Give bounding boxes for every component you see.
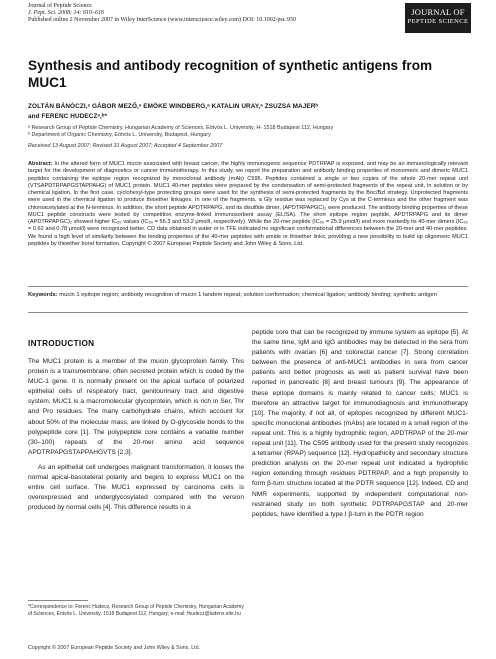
keywords-label: Keywords:	[28, 292, 58, 298]
right-column	[252, 328, 468, 520]
authors-line-2: and FERENC HUDECZᵃ,ᵇ*	[28, 112, 108, 120]
citation: J. Pept. Sci. 2008; 14: 610–616	[28, 10, 104, 17]
publication-info: Published online 2 November 2007 in Wiley InterScience (www.interscience.wiley.com) DOI: 10.1002/psc.950	[28, 17, 296, 24]
article-title: Synthesis and antibody recognition of synthetic antigens from MUC1	[28, 58, 433, 90]
left-column	[28, 357, 244, 513]
author-list	[28, 102, 468, 121]
logo-line-1: JOURNAL OF	[411, 7, 465, 17]
abstract-text: In the altered form of MUC1 mucin associated with breast cancer, the highly immunogenic sequence PDTRPAP is exposed, and may be an immunologically relevant target for the development of diagnostics or cancer immunotherapy. In this study, we report the preparation and antibody binding properties of monomeric and dimeric MUC1 peptides containing the epitope region recognized by monoclonal antibody (mAb) C595. Peptides contained a single or two copies of the whole 20-mer repeat unit (VTSAPDTRPAPGSTAPPAHG) of MUC1 protein. MUC1 40-mer peptides were prepared by the condensation of semi-protected fragments of the repeat unit, in solution or by chemical ligation. In the first case, cyclohexyl-type protecting groups were used for the synthesis of semi-protected fragments by the Boc/Bzl strategy. Unprotected fragments were used in the chemical ligation to produce thioether linkages. In one of the fragments, a Gly residue was replaced by Cys at the C-terminus and the other fragment was chloroacetylated at the N-terminus. In addition, the short peptide APDTRPAPG, and its disulfide dimer, (APDTRPAPGC)₂ were produced. The antibody binding properties of these MUC1 peptide constructs were tested by competition enzyme-linked immunosorbent assay (ELISA). The short epitope region peptide, APDTRPAPG and its dimer (APDTRPAPGC)₂ showed higher IC₅₀ values (IC₅₀ = 56.3 and 53.2 μmol/l, respectively). While the 20-mer peptide (IC₅₀ = 25.9 μmol/l) and more markedly its 40-mer dimers (IC₅₀ = 0.62 and 0.78 μmol/l) were recognized better. CD data obtained in water or in TFE indicated no significant conformational differences between the 20-mer and 40-mer peptides. We found a high level of similarity between the binding properties of the 40-mer peptides with amide or thioether links, providing a new possibility to build up oligomeric MUC1 peptides by thioether bond formation. Copyright © 2007 European Peptide Society and John Wiley & Sons, Ltd.	[28, 161, 468, 247]
abstract	[28, 161, 468, 248]
copyright-footer: Copyright © 2007 European Peptide Society and John Wiley & Sons, Ltd.	[28, 645, 201, 651]
article-dates: Received 13 August 2007; Revised 31 August 2007; Accepted 4 September 2007	[28, 143, 223, 149]
abstract-label: Abstract:	[28, 161, 53, 167]
authors-line-1: ZOLTÁN BÁNÓCZI,ᵃ GÁBOR MEZŐ,ᵃ EMÖKE WINDBERG,ᵃ KATALIN URAY,ᵃ ZSUZSA MAJERᵇ	[28, 103, 319, 110]
journal-header	[28, 3, 296, 25]
section-heading: INTRODUCTION	[28, 339, 95, 348]
logo-line-2: PEPTIDE SCIENCE	[407, 18, 469, 25]
affiliation-a: ᵃ Research Group of Peptide Chemistry, Hungarian Academy of Sciences, Eötvös L. University, H- 1518 Budapest 112, Hungary	[28, 125, 334, 131]
footnote-rule	[28, 600, 88, 601]
journal-logo	[405, 3, 471, 33]
intro-paragraph-1: The MUC1 protein is a member of the mucin glycoprotein family. This protein is a transmembrane, often secreted protein which is coded by the MUC-1 gene. It is normally present on the apical surface of polarized epithelial cells of respiratory tract, genitourinary tract and digestive system. MUC1 is a macromolecular glycoprotein, which is rich in Ser, Thr and Pro residues. The many carbohydrate chains, which account for about 50% of the molecular mass, are linked by O-glycoside bonds to the polypeptide core [1]. The polypeptide core contains a variable number (30–100) repeats of the 20-mer amino acid sequence APDTRPAPGSTAPPAHGVTS [2,3].	[28, 358, 244, 456]
affiliations	[28, 125, 468, 140]
keywords	[28, 292, 468, 300]
intro-paragraph-2: As an epithelial cell undergoes malignant transformation, it looses the normal apical-basolateral polarity and begins to express MUC1 on the entire cell surface. The MUC1 expressed by carcinoma cells is overexpressed and underglycosylated compared with the version produced by normal cells [4]. This difference results in a	[28, 463, 244, 512]
divider-top	[28, 286, 468, 287]
divider-bottom	[28, 312, 468, 313]
journal-name: Journal of Peptide Science	[28, 3, 92, 9]
intro-paragraph-3: peptide core that can be recognized by immune system as epitope [5]. At the same time, IgM and IgG antibodies may be detected in the sera from patients with ovarian [6] and colorectal cancer [7]. Strong correlation between the presence of anti-MUC1 antibodies in sera from cancer patients and better prognosis as well as patient survival have been reported in pancreatic [8] and breast tumours [9]. The appearance of these epitope domains is mainly related to cancer cells; MUC1 is therefore an attractive target for immunodiagnosis and immunotherapy [10]. The majority, if not all, of epitopes recognized by different MUC1-specific monoclonal antibodies (mAbs) are located in a small region of the repeat unit. This is a highly hydrophilic region, APDTRPAP of the 20-mer repeat unit [11]. The C595 antibody used for the present study recognizes a tetramer (RPAP) sequence [12]. Hydropathicity and secondary structure prediction analysis on the 20-mer repeat unit indicated a hydrophilic region extending through residues PDTRPAP, and a high propensity to form β-turn structure located at the PDTR sequence [12]. Indeed, CD and NMR experiments, supported by independent computational non-restrained study on both synthetic PDTRPAPGSTAP and 20-mer peptides, have identified a type I β-turn in the PDTR region	[252, 329, 468, 518]
keywords-text: mucin 1 epitope region; antibody recognition of mucin 1 tandem repeat; solution conformation; chemical ligation; antibody binding; synthetic antigen	[59, 292, 437, 298]
correspondence-footnote: *Correspondence to: Ferenc Hudecz, Research Group of Peptide Chemistry, Hungarian Academy of Sciences, Eötvös L. University, 1518 Budapest 112, Hungary; e-mail: fhudecz@ludens.elte.hu	[28, 604, 244, 617]
affiliation-b: ᵇ Department of Organic Chemistry, Eötvös L. University, Budapest, Hungary	[28, 132, 211, 139]
